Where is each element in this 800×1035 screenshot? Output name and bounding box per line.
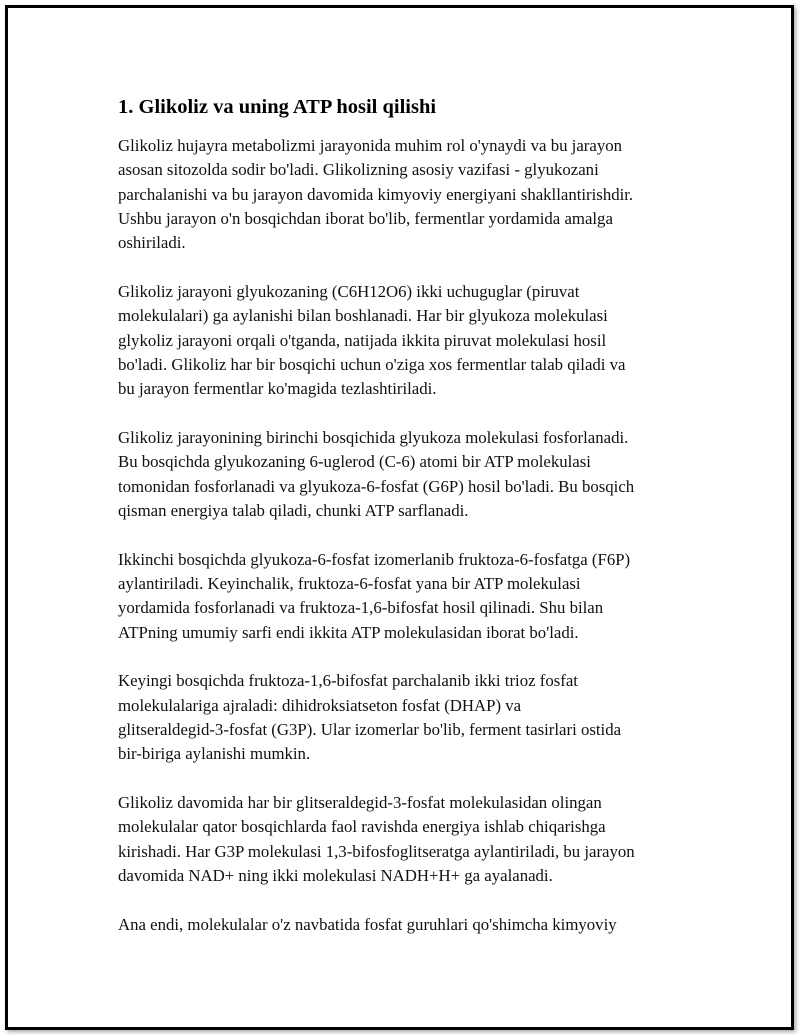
paragraph-line: Ushbu jarayon o'n bosqichdan iborat bo'lib, fermentlar yordamida amalga [118, 208, 613, 228]
paragraph-line: Glikoliz davomida har bir glitseraldegid-3-fosfat molekulasidan olingan [118, 793, 602, 813]
paragraph-line: tomonidan fosforlanadi va glyukoza-6-fosfat (G6P) hosil bo'ladi. Bu bosqich [118, 476, 635, 496]
section-heading: 1. Glikoliz va uning ATP hosil qilishi [118, 96, 437, 118]
paragraph-line: Keyingi bosqichda fruktoza-1,6-bifosfat parchalanib ikki trioz fosfat [118, 671, 578, 691]
paragraph-line: Ana endi, molekulalar o'z navbatida fosfat guruhlari qo'shimcha kimyoviy [118, 914, 617, 934]
paragraph-line: oshiriladi. [118, 233, 186, 253]
paragraph-7 [118, 913, 693, 937]
paragraph-line: molekulalariga ajraladi: dihidroksiatseton fosfat (DHAP) va [118, 695, 522, 715]
document-body [118, 94, 693, 962]
paragraph-line: parchalanishi va bu jarayon davomida kimyoviy energiyani shakllantirishdir. [118, 184, 634, 204]
paragraph-line: aylantiriladi. Keyinchalik, fruktoza-6-fosfat yana bir ATP molekulasi [118, 573, 581, 593]
paragraph-line: asosan sitozolda sodir bo'ladi. Glikolizning asosiy vazifasi - glyukozani [118, 160, 599, 180]
paragraph-line: kirishadi. Har G3P molekulasi 1,3-bifosfoglitseratga aylantiriladi, bu jarayon [118, 841, 635, 861]
paragraph-line: molekulalar qator bosqichlarda faol ravishda energiya ishlab chiqarishga [118, 817, 606, 837]
paragraph-line: yordamida fosforlanadi va fruktoza-1,6-bifosfat hosil qilinadi. Shu bilan [118, 598, 604, 618]
paragraph-line: bo'ladi. Glikoliz har bir bosqichi uchun o'ziga xos fermentlar talab qiladi va [118, 354, 626, 374]
paragraph-1 [118, 134, 693, 255]
paragraph-line: bu jarayon fermentlar ko'magida tezlashtiriladi. [118, 379, 437, 399]
paragraph-line: glykoliz jarayoni orqali o'tganda, natijada ikkita piruvat molekulasi hosil [118, 330, 607, 350]
paragraph-line: Bu bosqichda glyukozaning 6-uglerod (C-6) atomi bir ATP molekulasi [118, 452, 591, 472]
paragraph-line: molekulalari) ga aylanishi bilan boshlanadi. Har bir glyukoza molekulasi [118, 306, 608, 326]
paragraph-line: qisman energiya talab qiladi, chunki ATP sarflanadi. [118, 500, 469, 520]
paragraph-line: Glikoliz jarayoni glyukozaning (C6H12O6) ikki uchuguglar (piruvat [118, 281, 580, 301]
paragraph-2 [118, 280, 693, 401]
paragraph-6 [118, 791, 693, 888]
paragraph-line: davomida NAD+ ning ikki molekulasi NADH+H+ ga ayalanadi. [118, 865, 553, 885]
paragraph-line: Ikkinchi bosqichda glyukoza-6-fosfat izomerlanib fruktoza-6-fosfatga (F6P) [118, 549, 631, 569]
paragraph-4 [118, 548, 693, 645]
paragraph-line: glitseraldegid-3-fosfat (G3P). Ular izomerlar bo'lib, ferment tasirlari ostida [118, 719, 622, 739]
paragraph-line: Glikoliz jarayonining birinchi bosqichida glyukoza molekulasi fosforlanadi. [118, 427, 629, 447]
paragraph-line: ATPning umumiy sarfi endi ikkita ATP molekulasidan iborat bo'ladi. [118, 622, 579, 642]
paragraph-line: Glikoliz hujayra metabolizmi jarayonida muhim rol o'ynaydi va bu jarayon [118, 136, 622, 155]
paragraph-3 [118, 426, 693, 523]
paragraph-line: bir-biriga aylanishi mumkin. [118, 744, 311, 764]
paragraph-5 [118, 669, 693, 766]
